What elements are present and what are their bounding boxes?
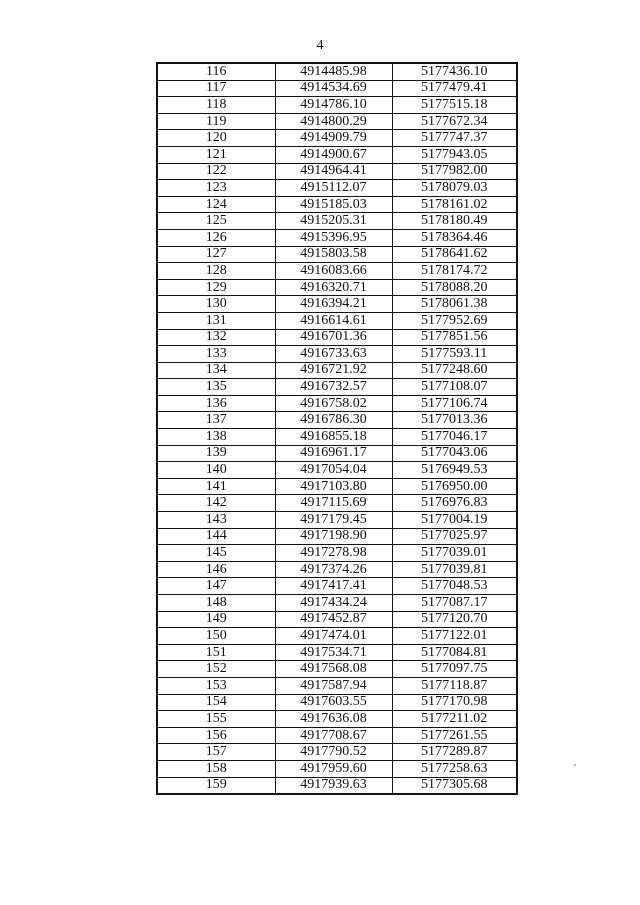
table-row bbox=[157, 528, 517, 545]
y-coordinate-cell: 5177039.01 bbox=[392, 545, 517, 562]
x-coordinate-cell: 4916758.02 bbox=[275, 395, 392, 412]
y-coordinate-cell: 5178161.02 bbox=[392, 196, 517, 213]
y-coordinate-cell: 5177118.87 bbox=[392, 677, 517, 694]
y-coordinate-cell: 5176950.00 bbox=[392, 478, 517, 495]
x-coordinate-cell: 4917374.26 bbox=[275, 561, 392, 578]
table-row bbox=[157, 644, 517, 661]
x-coordinate-cell: 4917790.52 bbox=[275, 744, 392, 761]
y-coordinate-cell: 5178641.62 bbox=[392, 246, 517, 263]
coordinates-table-body bbox=[157, 63, 517, 794]
y-coordinate-cell: 5177108.07 bbox=[392, 379, 517, 396]
point-number-cell: 134 bbox=[157, 362, 275, 379]
x-coordinate-cell: 4917417.41 bbox=[275, 578, 392, 595]
x-coordinate-cell: 4917115.69 bbox=[275, 495, 392, 512]
x-coordinate-cell: 4916733.63 bbox=[275, 346, 392, 363]
point-number-cell: 156 bbox=[157, 727, 275, 744]
point-number-cell: 154 bbox=[157, 694, 275, 711]
x-coordinate-cell: 4914964.41 bbox=[275, 163, 392, 180]
y-coordinate-cell: 5177479.41 bbox=[392, 80, 517, 97]
point-number-cell: 125 bbox=[157, 213, 275, 230]
table-row bbox=[157, 63, 517, 80]
y-coordinate-cell: 5177943.05 bbox=[392, 146, 517, 163]
y-coordinate-cell: 5177248.60 bbox=[392, 362, 517, 379]
y-coordinate-cell: 5178088.20 bbox=[392, 279, 517, 296]
x-coordinate-cell: 4917603.55 bbox=[275, 694, 392, 711]
scan-speck bbox=[574, 764, 576, 766]
x-coordinate-cell: 4916083.66 bbox=[275, 263, 392, 280]
table-row bbox=[157, 279, 517, 296]
table-row bbox=[157, 379, 517, 396]
x-coordinate-cell: 4917636.08 bbox=[275, 711, 392, 728]
table-row bbox=[157, 146, 517, 163]
x-coordinate-cell: 4916721.92 bbox=[275, 362, 392, 379]
x-coordinate-cell: 4917198.90 bbox=[275, 528, 392, 545]
point-number-cell: 121 bbox=[157, 146, 275, 163]
point-number-cell: 147 bbox=[157, 578, 275, 595]
y-coordinate-cell: 5177289.87 bbox=[392, 744, 517, 761]
table-row bbox=[157, 80, 517, 97]
point-number-cell: 119 bbox=[157, 113, 275, 130]
x-coordinate-cell: 4916855.18 bbox=[275, 429, 392, 446]
table-row bbox=[157, 744, 517, 761]
table-row bbox=[157, 263, 517, 280]
x-coordinate-cell: 4914534.69 bbox=[275, 80, 392, 97]
table-row bbox=[157, 229, 517, 246]
x-coordinate-cell: 4917278.98 bbox=[275, 545, 392, 562]
point-number-cell: 150 bbox=[157, 628, 275, 645]
table-row bbox=[157, 346, 517, 363]
y-coordinate-cell: 5177261.55 bbox=[392, 727, 517, 744]
x-coordinate-cell: 4917568.08 bbox=[275, 661, 392, 678]
table-row bbox=[157, 661, 517, 678]
table-row bbox=[157, 296, 517, 313]
coordinates-table bbox=[156, 62, 518, 795]
x-coordinate-cell: 4917939.63 bbox=[275, 777, 392, 794]
table-row bbox=[157, 246, 517, 263]
y-coordinate-cell: 5178079.03 bbox=[392, 180, 517, 197]
y-coordinate-cell: 5177043.06 bbox=[392, 445, 517, 462]
x-coordinate-cell: 4917103.80 bbox=[275, 478, 392, 495]
table-row bbox=[157, 711, 517, 728]
y-coordinate-cell: 5177122.01 bbox=[392, 628, 517, 645]
point-number-cell: 158 bbox=[157, 760, 275, 777]
table-row bbox=[157, 213, 517, 230]
table-row bbox=[157, 545, 517, 562]
y-coordinate-cell: 5178180.49 bbox=[392, 213, 517, 230]
x-coordinate-cell: 4917534.71 bbox=[275, 644, 392, 661]
y-coordinate-cell: 5177305.68 bbox=[392, 777, 517, 794]
point-number-cell: 151 bbox=[157, 644, 275, 661]
table-row bbox=[157, 595, 517, 612]
x-coordinate-cell: 4915396.95 bbox=[275, 229, 392, 246]
x-coordinate-cell: 4917452.87 bbox=[275, 611, 392, 628]
point-number-cell: 127 bbox=[157, 246, 275, 263]
table-row bbox=[157, 429, 517, 446]
table-row bbox=[157, 628, 517, 645]
x-coordinate-cell: 4917434.24 bbox=[275, 595, 392, 612]
point-number-cell: 143 bbox=[157, 512, 275, 529]
point-number-cell: 145 bbox=[157, 545, 275, 562]
y-coordinate-cell: 5177258.63 bbox=[392, 760, 517, 777]
point-number-cell: 146 bbox=[157, 561, 275, 578]
y-coordinate-cell: 5177039.81 bbox=[392, 561, 517, 578]
y-coordinate-cell: 5177170.98 bbox=[392, 694, 517, 711]
point-number-cell: 133 bbox=[157, 346, 275, 363]
table-row bbox=[157, 694, 517, 711]
table-row bbox=[157, 196, 517, 213]
table-row bbox=[157, 113, 517, 130]
y-coordinate-cell: 5177097.75 bbox=[392, 661, 517, 678]
point-number-cell: 138 bbox=[157, 429, 275, 446]
y-coordinate-cell: 5177672.34 bbox=[392, 113, 517, 130]
y-coordinate-cell: 5177851.56 bbox=[392, 329, 517, 346]
table-row bbox=[157, 329, 517, 346]
point-number-cell: 123 bbox=[157, 180, 275, 197]
x-coordinate-cell: 4917587.94 bbox=[275, 677, 392, 694]
point-number-cell: 137 bbox=[157, 412, 275, 429]
y-coordinate-cell: 5178061.38 bbox=[392, 296, 517, 313]
table-row bbox=[157, 760, 517, 777]
table-row bbox=[157, 478, 517, 495]
x-coordinate-cell: 4916961.17 bbox=[275, 445, 392, 462]
x-coordinate-cell: 4915205.31 bbox=[275, 213, 392, 230]
x-coordinate-cell: 4916614.61 bbox=[275, 312, 392, 329]
y-coordinate-cell: 5177211.02 bbox=[392, 711, 517, 728]
y-coordinate-cell: 5178364.46 bbox=[392, 229, 517, 246]
x-coordinate-cell: 4914909.79 bbox=[275, 130, 392, 147]
x-coordinate-cell: 4915803.58 bbox=[275, 246, 392, 263]
x-coordinate-cell: 4917959.60 bbox=[275, 760, 392, 777]
y-coordinate-cell: 5177004.19 bbox=[392, 512, 517, 529]
table-row bbox=[157, 512, 517, 529]
x-coordinate-cell: 4917474.01 bbox=[275, 628, 392, 645]
table-row bbox=[157, 130, 517, 147]
y-coordinate-cell: 5177013.36 bbox=[392, 412, 517, 429]
point-number-cell: 116 bbox=[157, 63, 275, 80]
point-number-cell: 149 bbox=[157, 611, 275, 628]
y-coordinate-cell: 5178174.72 bbox=[392, 263, 517, 280]
x-coordinate-cell: 4917054.04 bbox=[275, 462, 392, 479]
point-number-cell: 128 bbox=[157, 263, 275, 280]
x-coordinate-cell: 4914800.29 bbox=[275, 113, 392, 130]
table-row bbox=[157, 395, 517, 412]
point-number-cell: 131 bbox=[157, 312, 275, 329]
point-number-cell: 140 bbox=[157, 462, 275, 479]
table-row bbox=[157, 561, 517, 578]
point-number-cell: 129 bbox=[157, 279, 275, 296]
x-coordinate-cell: 4916320.71 bbox=[275, 279, 392, 296]
table-row bbox=[157, 180, 517, 197]
x-coordinate-cell: 4917708.67 bbox=[275, 727, 392, 744]
table-row bbox=[157, 462, 517, 479]
table-row bbox=[157, 412, 517, 429]
table-row bbox=[157, 163, 517, 180]
x-coordinate-cell: 4914900.67 bbox=[275, 146, 392, 163]
point-number-cell: 142 bbox=[157, 495, 275, 512]
y-coordinate-cell: 5177084.81 bbox=[392, 644, 517, 661]
table-row bbox=[157, 312, 517, 329]
table-row bbox=[157, 611, 517, 628]
point-number-cell: 139 bbox=[157, 445, 275, 462]
point-number-cell: 130 bbox=[157, 296, 275, 313]
x-coordinate-cell: 4915185.03 bbox=[275, 196, 392, 213]
point-number-cell: 120 bbox=[157, 130, 275, 147]
point-number-cell: 157 bbox=[157, 744, 275, 761]
point-number-cell: 135 bbox=[157, 379, 275, 396]
table-row bbox=[157, 677, 517, 694]
y-coordinate-cell: 5177436.10 bbox=[392, 63, 517, 80]
y-coordinate-cell: 5177982.00 bbox=[392, 163, 517, 180]
x-coordinate-cell: 4914786.10 bbox=[275, 97, 392, 114]
point-number-cell: 159 bbox=[157, 777, 275, 794]
point-number-cell: 118 bbox=[157, 97, 275, 114]
y-coordinate-cell: 5177048.53 bbox=[392, 578, 517, 595]
table-row bbox=[157, 445, 517, 462]
y-coordinate-cell: 5177025.97 bbox=[392, 528, 517, 545]
point-number-cell: 155 bbox=[157, 711, 275, 728]
y-coordinate-cell: 5177120.70 bbox=[392, 611, 517, 628]
table-row bbox=[157, 97, 517, 114]
point-number-cell: 144 bbox=[157, 528, 275, 545]
point-number-cell: 136 bbox=[157, 395, 275, 412]
point-number-cell: 153 bbox=[157, 677, 275, 694]
table-row bbox=[157, 362, 517, 379]
x-coordinate-cell: 4914485.98 bbox=[275, 63, 392, 80]
x-coordinate-cell: 4916786.30 bbox=[275, 412, 392, 429]
point-number-cell: 126 bbox=[157, 229, 275, 246]
page-number: 4 bbox=[316, 38, 324, 53]
table-row bbox=[157, 495, 517, 512]
point-number-cell: 117 bbox=[157, 80, 275, 97]
y-coordinate-cell: 5177106.74 bbox=[392, 395, 517, 412]
y-coordinate-cell: 5177046.17 bbox=[392, 429, 517, 446]
point-number-cell: 141 bbox=[157, 478, 275, 495]
x-coordinate-cell: 4916394.21 bbox=[275, 296, 392, 313]
point-number-cell: 124 bbox=[157, 196, 275, 213]
y-coordinate-cell: 5177593.11 bbox=[392, 346, 517, 363]
x-coordinate-cell: 4915112.07 bbox=[275, 180, 392, 197]
point-number-cell: 132 bbox=[157, 329, 275, 346]
y-coordinate-cell: 5177087.17 bbox=[392, 595, 517, 612]
x-coordinate-cell: 4916701.36 bbox=[275, 329, 392, 346]
point-number-cell: 148 bbox=[157, 595, 275, 612]
point-number-cell: 152 bbox=[157, 661, 275, 678]
y-coordinate-cell: 5177747.37 bbox=[392, 130, 517, 147]
x-coordinate-cell: 4917179.45 bbox=[275, 512, 392, 529]
table-row bbox=[157, 727, 517, 744]
x-coordinate-cell: 4916732.57 bbox=[275, 379, 392, 396]
y-coordinate-cell: 5177515.18 bbox=[392, 97, 517, 114]
table-row bbox=[157, 578, 517, 595]
y-coordinate-cell: 5176949.53 bbox=[392, 462, 517, 479]
point-number-cell: 122 bbox=[157, 163, 275, 180]
y-coordinate-cell: 5177952.69 bbox=[392, 312, 517, 329]
y-coordinate-cell: 5176976.83 bbox=[392, 495, 517, 512]
table-row bbox=[157, 777, 517, 794]
